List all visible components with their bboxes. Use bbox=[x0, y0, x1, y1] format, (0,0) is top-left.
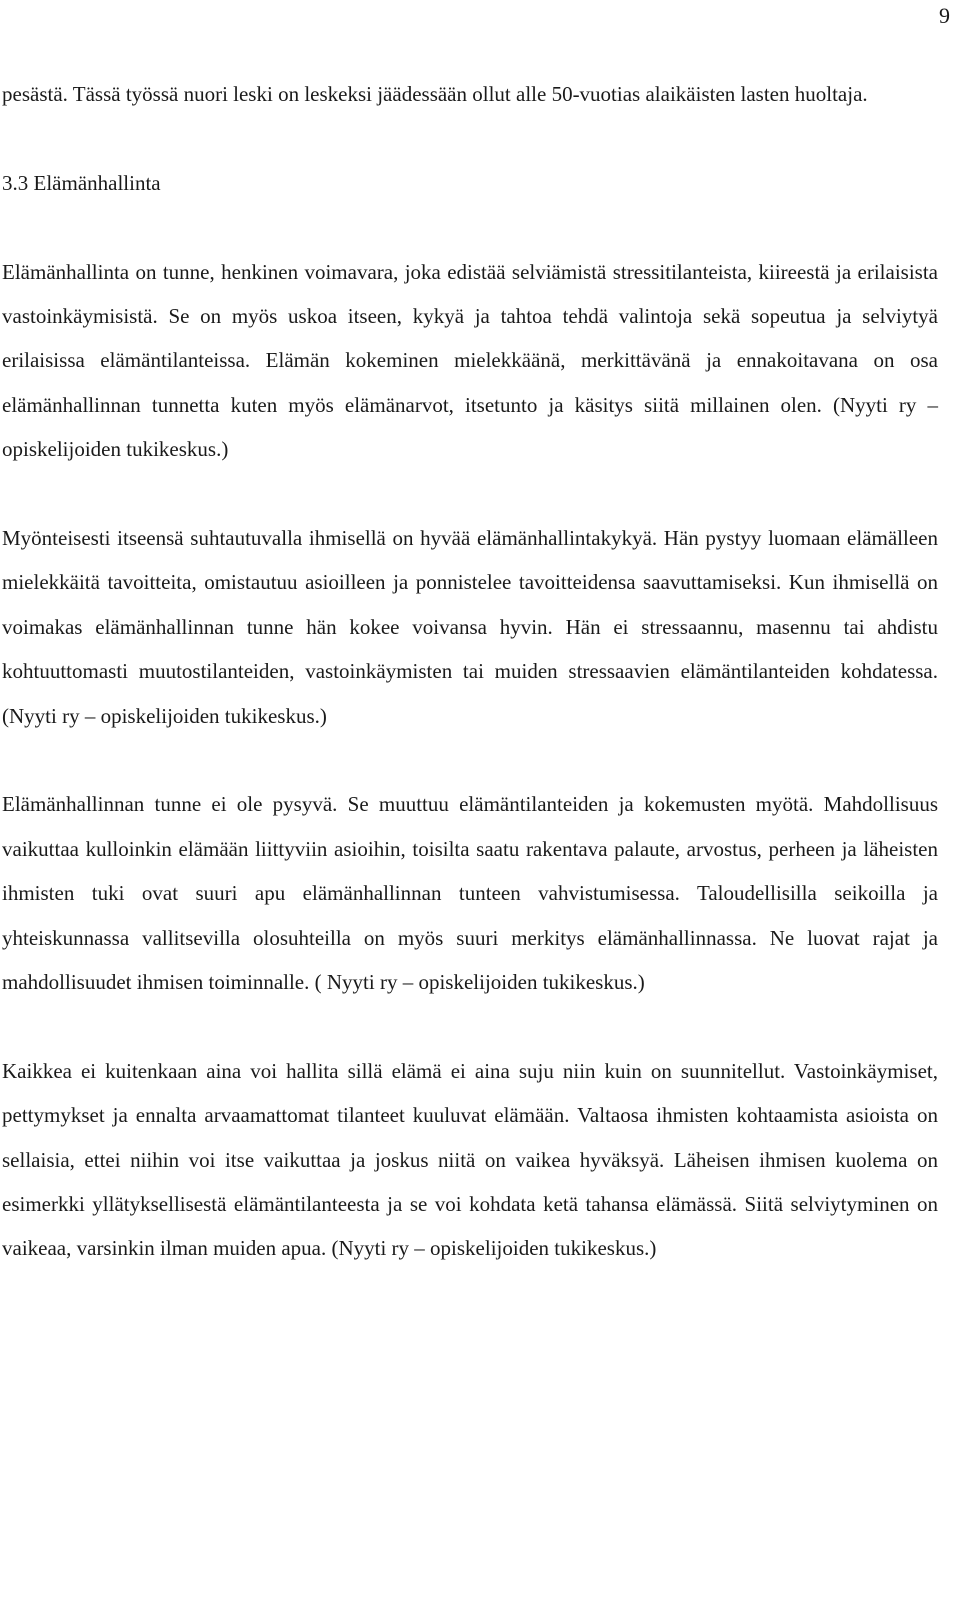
paragraph: Kaikkea ei kuitenkaan aina voi hallita sillä elämä ei aina suju niin kuin on suunnitellut. Vastoinkäymiset, pettymykset ja ennalta arvaamattomat tilanteet kuuluvat elämään. Valtaosa ihmisten kohtaamista asioista on sellaisia, ettei niihin voi itse vaikuttaa ja joskus niitä on vaikea hyväksyä. Läheisen ihmisen kuolema on esimerkki yllätyksellisestä elämäntilanteesta ja se voi kohdata ketä tahansa elämässä. Siitä selviytyminen on vaikeaa, varsinkin ilman muiden apua. (Nyyti ry – opiskelijoiden tukikeskus.) bbox=[2, 1058, 938, 1261]
section-heading: 3.3 Elämänhallinta bbox=[2, 170, 161, 195]
paragraph-gap bbox=[2, 1004, 938, 1048]
paragraph: Myönteisesti itseensä suhtautuvalla ihmisellä on hyvää elämänhallintakykyä. Hän pystyy luomaan elämälleen mielekkäitä tavoitteita, omistautuu asioilleen ja ponnistelee tavoitteidensa saavuttamiseksi. Kun ihmisellä on voimakas elämänhallinnan tunne hän kokee voivansa hyvin. Hän ei stressaannu, masennu tai ahdistu kohtuuttomasti muutostilanteiden, vastoinkäymisten tai muiden stressaavien elämäntilanteiden kohdatessa. (Nyyti ry – opiskelijoiden tukikeskus.) bbox=[2, 526, 938, 728]
paragraph-gap bbox=[2, 205, 938, 249]
paragraph: Elämänhallinta on tunne, henkinen voimavara, joka edistää selviämistä stressitilanteista, kiireestä ja erilaisista vastoinkäymisistä. Se on myös uskoa itseen, kykyä ja tahtoa tehdä valintoja sekä sopeutua ja selviytyä erilaisissa elämäntilanteissa. Elämän kokeminen mielekkäänä, merkittävänä ja ennakoitavana on osa elämänhallinnan tunnetta kuten myös elämänarvot, itsetunto ja käsitys siitä millainen olen. (Nyyti ry – opiskelijoiden tukikeskus.) bbox=[2, 259, 938, 462]
paragraph: Elämänhallinnan tunne ei ole pysyvä. Se muuttuu elämäntilanteiden ja kokemusten myötä. Mahdollisuus vaikuttaa kulloinkin elämään liittyviin asioihin, toisilta saatu rakentava palaute, arvostus, perheen ja läheisten ihmisten tuki ovat suuri apu elämänhallinnan tunteen vahvistumisessa. Taloudellisilla seikoilla ja yhteiskunnassa vallitsevilla olosuhteilla on myös suuri merkitys elämänhallinnassa. Ne luovat rajat ja mahdollisuudet ihmisen toiminnalle. ( Nyyti ry – opiskelijoiden tukikeskus.) bbox=[2, 792, 938, 995]
page-number: 9 bbox=[939, 3, 950, 28]
paragraph-gap bbox=[2, 472, 938, 516]
paragraph-gap bbox=[2, 738, 938, 782]
paragraph-gap bbox=[2, 116, 938, 160]
paragraph-continuation: pesästä. Tässä työssä nuori leski on leskeksi jäädessään ollut alle 50-vuotias alaikäisten lasten huoltaja. bbox=[2, 82, 868, 106]
document-body bbox=[2, 72, 938, 1271]
